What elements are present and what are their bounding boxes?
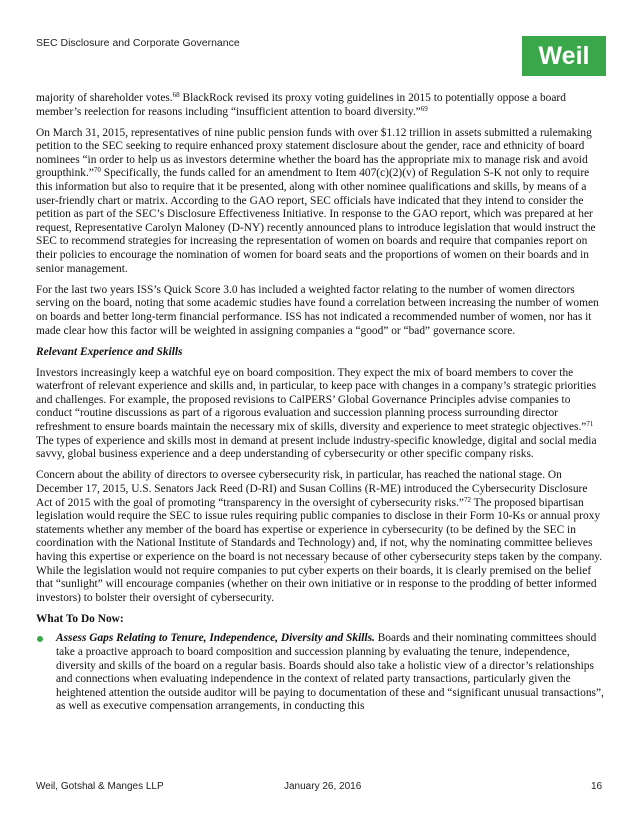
paragraph	[36, 367, 604, 462]
paragraph-text: The types of experience and skills most in demand at present include industry-specific knowledge, digital and social media savvy, global business experience and a deep understanding of cybersecurity or other specific company risks.	[36, 434, 597, 461]
header-section-title: SEC Disclosure and Corporate Governance	[36, 37, 240, 49]
bullet-text: Boards and their nominating committees should take a proactive approach to board composition and succession planning by evaluating the tenure, independence, diversity and skills of the board on a regular basis. Boards should also take a holistic view of a director’s relationships and connections when evaluating independence in the context of related party transactions, particularly given the heightened attention the outside auditor will be paying to documentation of these and “significant unusual transactions”, as well as executive compensation arrangements, in conducting this	[56, 632, 604, 713]
paragraph-text: BlackRock revised its proxy voting guidelines in 2015 to potentially oppose a board member’s reelection for reasons including “insufficient attention to board diversity.”	[36, 92, 566, 118]
document-body	[36, 92, 604, 714]
bullet-lead: Assess Gaps Relating to Tenure, Independence, Diversity and Skills.	[56, 632, 375, 645]
subheading: Relevant Experience and Skills	[36, 345, 183, 358]
paragraph	[36, 469, 604, 605]
weil-logo	[522, 36, 606, 76]
paragraph	[36, 127, 604, 277]
paragraph-text: Investors increasingly keep a watchful eye on board composition. They expect the mix of board members to cover the waterfront of relevant experience and skills and, in particular, to keep pace with changes in a company’s strategic priorities and challenges. For example, the proposed revisions to CalPERS’ Global Governance Principles advise companies to conduct “routine discussions as part of a rigorous evaluation and succession planning process surrounding director refreshment to ensure boards maintain the necessary mix of skills, diversity and experience to meet strategic objectives.”	[36, 366, 597, 434]
footnote-ref[interactable]: 72	[463, 495, 471, 504]
footer-date: January 26, 2016	[284, 781, 362, 792]
list-item	[36, 632, 604, 714]
paragraph: For the last two years ISS’s Quick Score 3.0 has included a weighted factor relating to the number of women directors serving on the board, noting that some academic studies have found a correlation between increasing the number of women on boards and better long-term financial performance. ISS has not indicated a recommended number of women, nor has it made clear how this factor will be weighted in assigning companies a “good” or “bad” governance score.	[36, 283, 599, 337]
footnote-ref[interactable]: 70	[93, 166, 101, 175]
footnote-ref[interactable]: 68	[172, 91, 180, 99]
paragraph-text: The proposed bipartisan legislation would require the SEC to issue rules requiring public companies to disclose in their Form 10-Ks or annual proxy statements whether any member of the board has expertise or experience in cybersecurity (to be defined by the SEC in coordination with the National Institute of Standards and Technology) and, if not, why the nominating committee believes having this expertise or experience on the board is not necessary because of other cybersecurity steps taken by the company. While the legislation would not require companies to put cyber experts on their boards, it is clearly premised on the belief that “sunlight” will encourage companies (whether on their own initiative or in response to the prodding of better informed investors) to bolster their oversight of cybersecurity.	[36, 496, 603, 604]
footer-page-number: 16	[591, 781, 603, 792]
footer-firm: Weil, Gotshal & Manges LLP	[36, 781, 164, 792]
paragraph-text: Concern about the ability of directors to oversee cybersecurity risk, in particular, has reached the national stage. On December 17, 2015, U.S. Senators Jack Reed (D-RI) and Susan Collins (R-ME) introduced the Cybersecurity Disclosure Act of 2015 with the goal of promoting “transparency in the oversight of cybersecurity risks.”	[36, 469, 588, 509]
what-to-do-heading: What To Do Now:	[36, 612, 124, 625]
paragraph	[36, 92, 604, 119]
paragraph-text: On March 31, 2015, representatives of nine public pension funds with over $1.12 trillion in assets submitted a rulemaking petition to the SEC seeking to require enhanced proxy statement disclosure about the gender, race and ethnicity of board nominees “in order to help us as investors determine whether the board has the appropriate mix to manage risk and avoid groupthink.”	[36, 126, 592, 180]
logo-text: Weil	[538, 41, 590, 70]
paragraph-text: majority of shareholder votes.	[36, 92, 173, 104]
footnote-ref[interactable]: 71	[586, 420, 594, 429]
action-list	[36, 632, 604, 714]
paragraph-text: Specifically, the funds called for an amendment to Item 407(c)(2)(v) of Regulation S-K not only to require this information but also to require that it be presented, along with other nominee qualifications and skills, by means of a user-friendly chart or matrix. According to the GAO report, SEC officials have indicated that they intend to consider the petition as part of the SEC’s Disclosure Effectiveness Initiative. In response to the GAO report, which was prepared at her request, Representative Carolyn Maloney (D-NY) recently announced plans to introduce legislation that would instruct the SEC to recommend strategies for increasing the representation of women on boards and require that companies report on their policies to encourage the nomination of women for board seats and the proportions of women on their boards and in senior management.	[36, 167, 596, 275]
bullet-dot-icon	[37, 636, 43, 642]
footnote-ref[interactable]: 69	[420, 104, 428, 113]
